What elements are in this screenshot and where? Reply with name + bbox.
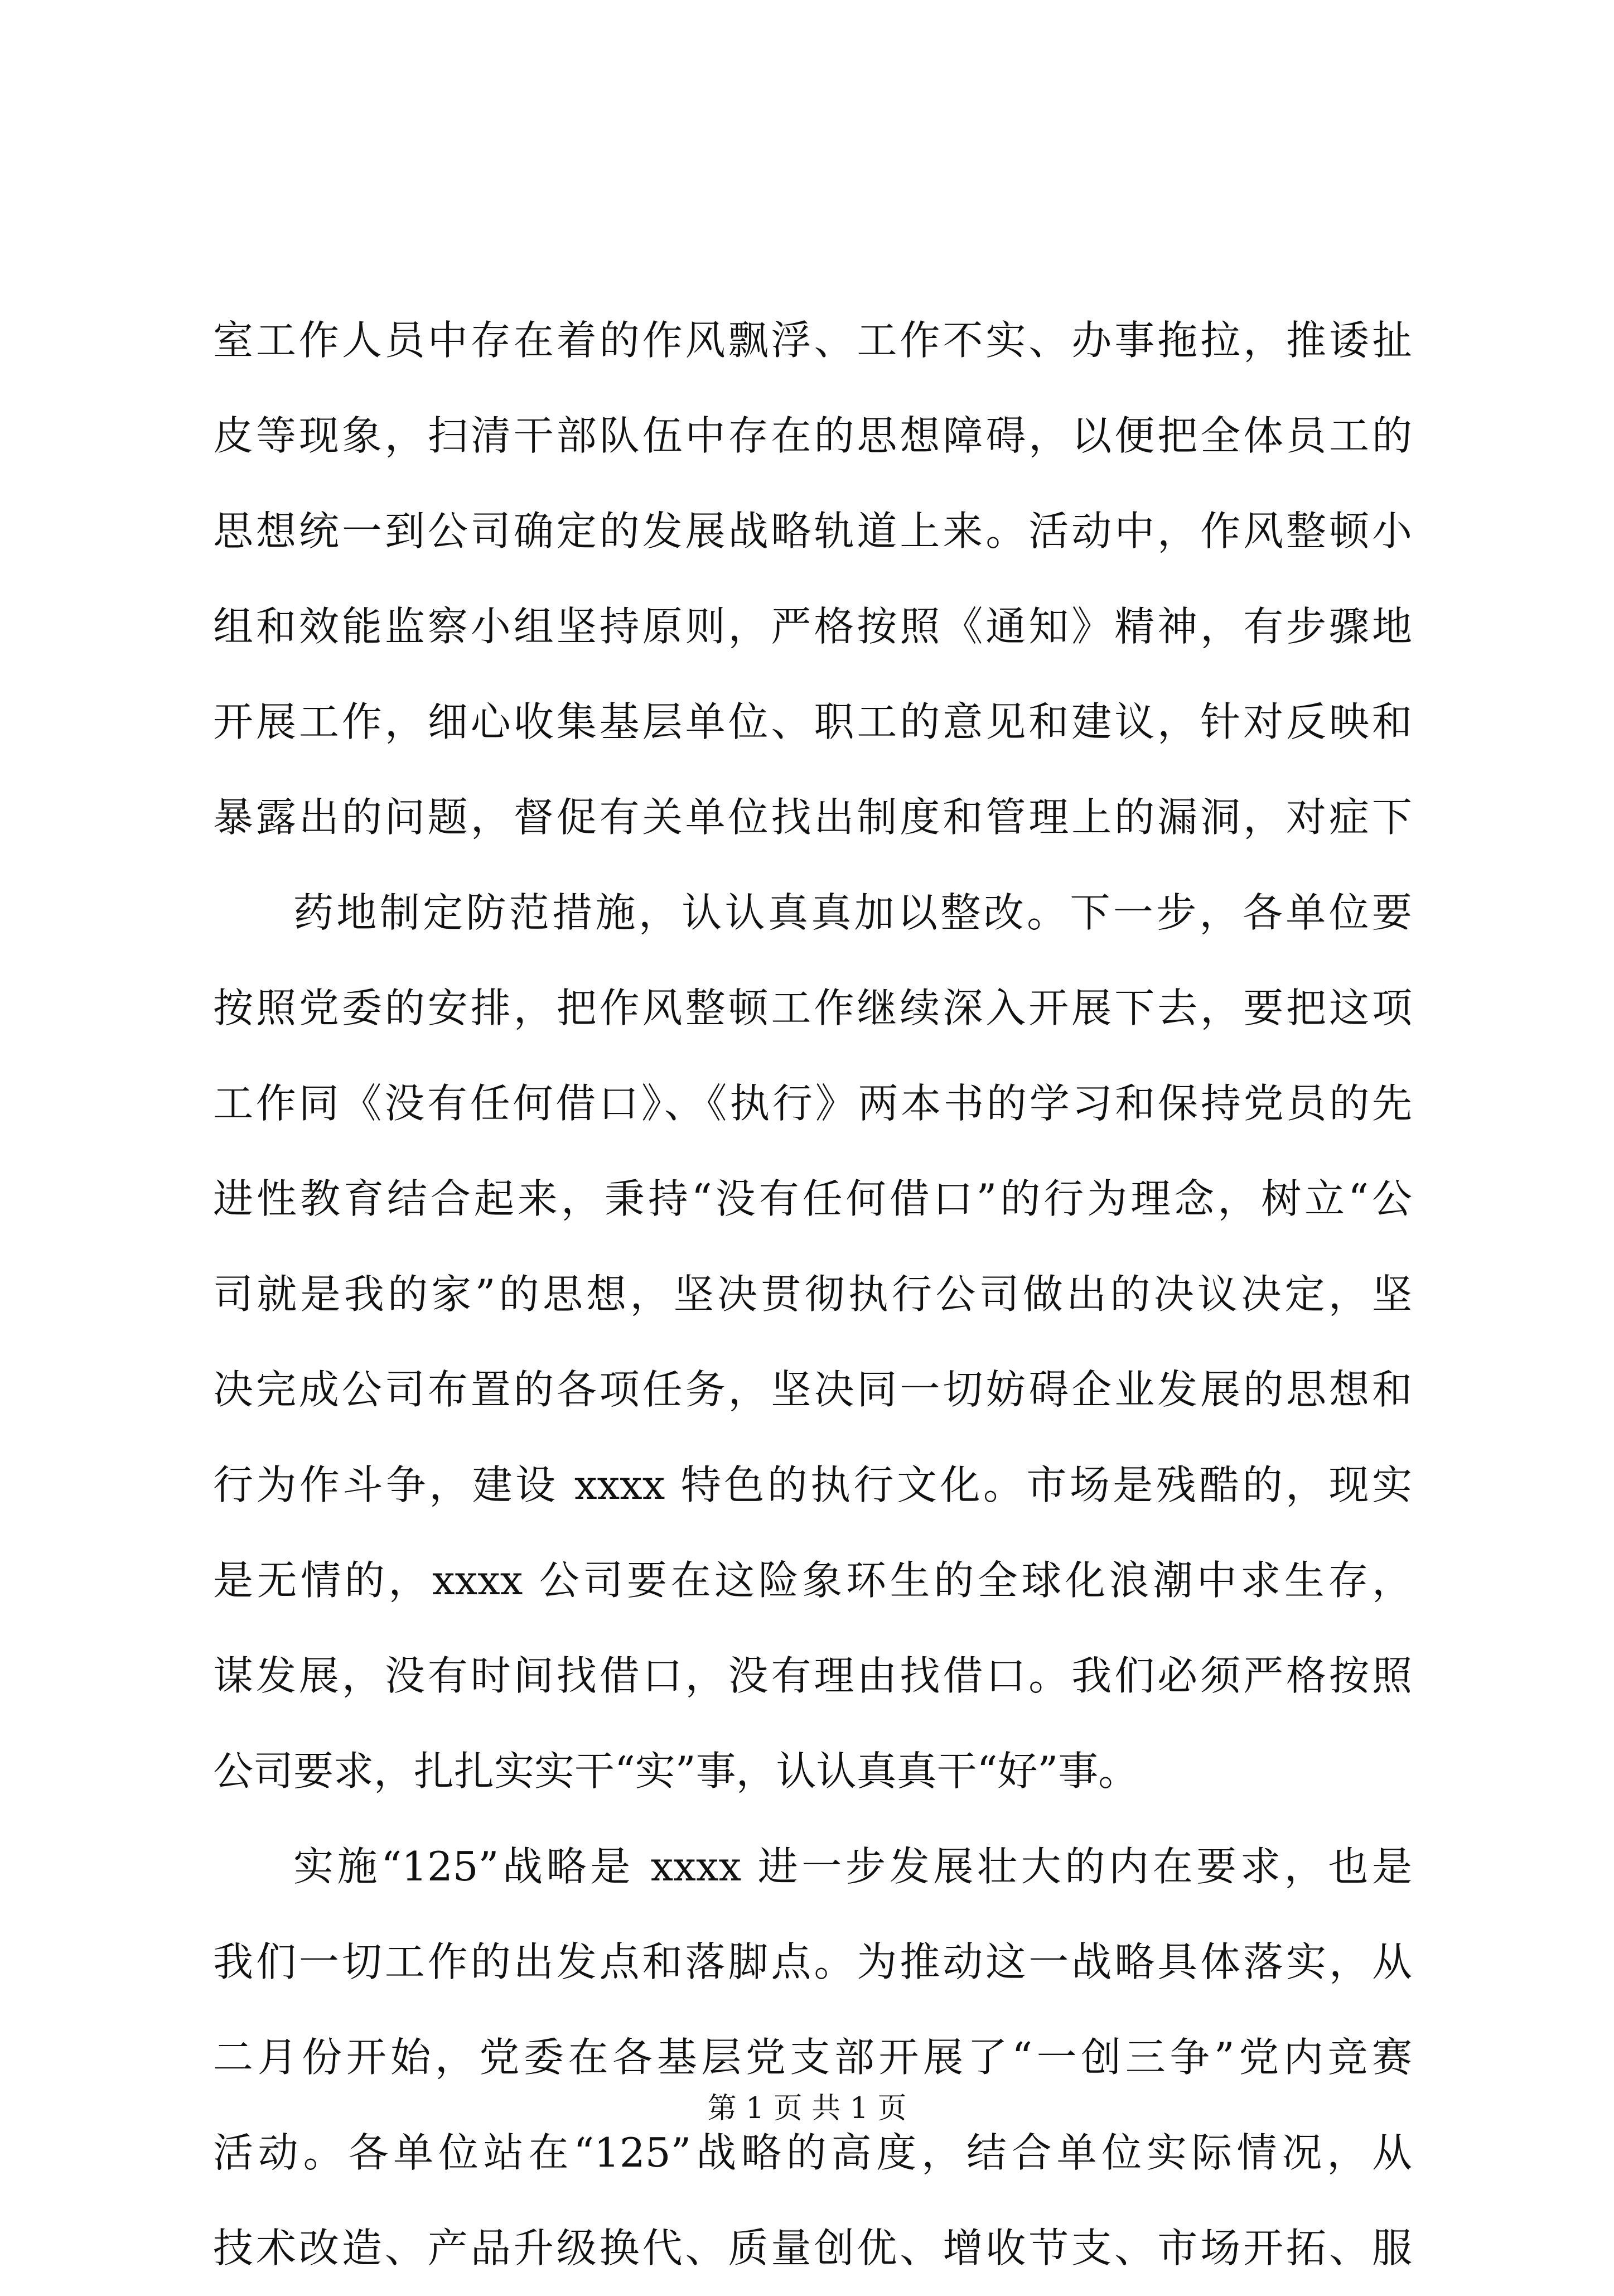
text-line: 进性教育结合起来，秉持“没有任何借口”的行为理念，树立“公 — [213, 1175, 1412, 1222]
text-line: 开展工作，细心收集基层单位、职工的意见和建议，针对反映和 — [213, 698, 1412, 745]
text-line-paragraph-end: 公司要求，扎扎实实干“实”事，认认真真干“好”事。 — [213, 1748, 1139, 1795]
text-line: 皮等现象，扫清干部队伍中存在的思想障碍，以便把全体员工的 — [213, 412, 1412, 459]
text-line: 是无情的，xxxx 公司要在这险象环生的全球化浪潮中求生存， — [213, 1557, 1412, 1604]
text-line: 工作同《没有任何借口》、《执行》两本书的学习和保持党员的先 — [213, 1080, 1412, 1127]
text-line: 决完成公司布置的各项任务，坚决同一切妨碍企业发展的思想和 — [213, 1366, 1412, 1413]
page-number-label: 第 1 页 共 1 页 — [707, 2092, 907, 2125]
text-line: 暴露出的问题，督促有关单位找出制度和管理上的漏洞，对症下 — [213, 794, 1412, 841]
text-line: 二月份开始，党委在各基层党支部开展了“一创三争”党内竞赛 — [213, 2034, 1412, 2081]
text-line: 我们一切工作的出发点和落脚点。为推动这一战略具体落实，从 — [213, 1938, 1412, 1985]
document-body — [213, 293, 1412, 2296]
text-line: 室工作人员中存在着的作风飘浮、工作不实、办事拖拉，推诿扯 — [213, 317, 1412, 364]
text-line-indented: 药地制定防范措施，认认真真加以整改。下一步，各单位要 — [293, 889, 1412, 936]
text-line: 按照党委的安排，把作风整顿工作继续深入开展下去，要把这项 — [213, 985, 1412, 1031]
text-line: 活动。各单位站在“125”战略的高度，结合单位实际情况，从 — [213, 2129, 1412, 2176]
text-line-indented: 实施“125”战略是 xxxx 进一步发展壮大的内在要求，也是 — [293, 1843, 1412, 1890]
text-line: 谋发展，没有时间找借口，没有理由找借口。我们必须严格按照 — [213, 1652, 1412, 1699]
text-line: 组和效能监察小组坚持原则，严格按照《通知》精神，有步骤地 — [213, 603, 1412, 650]
text-line: 行为作斗争，建设 xxxx 特色的执行文化。市场是残酷的，现实 — [213, 1461, 1412, 1508]
page-footer — [0, 2086, 1614, 2131]
text-line: 思想统一到公司确定的发展战略轨道上来。活动中，作风整顿小 — [213, 508, 1412, 554]
text-line: 技术改造、产品升级换代、质量创优、增收节支、市场开拓、服 — [213, 2225, 1412, 2271]
text-line: 司就是我的家”的思想，坚决贯彻执行公司做出的决议决定，坚 — [213, 1271, 1412, 1318]
